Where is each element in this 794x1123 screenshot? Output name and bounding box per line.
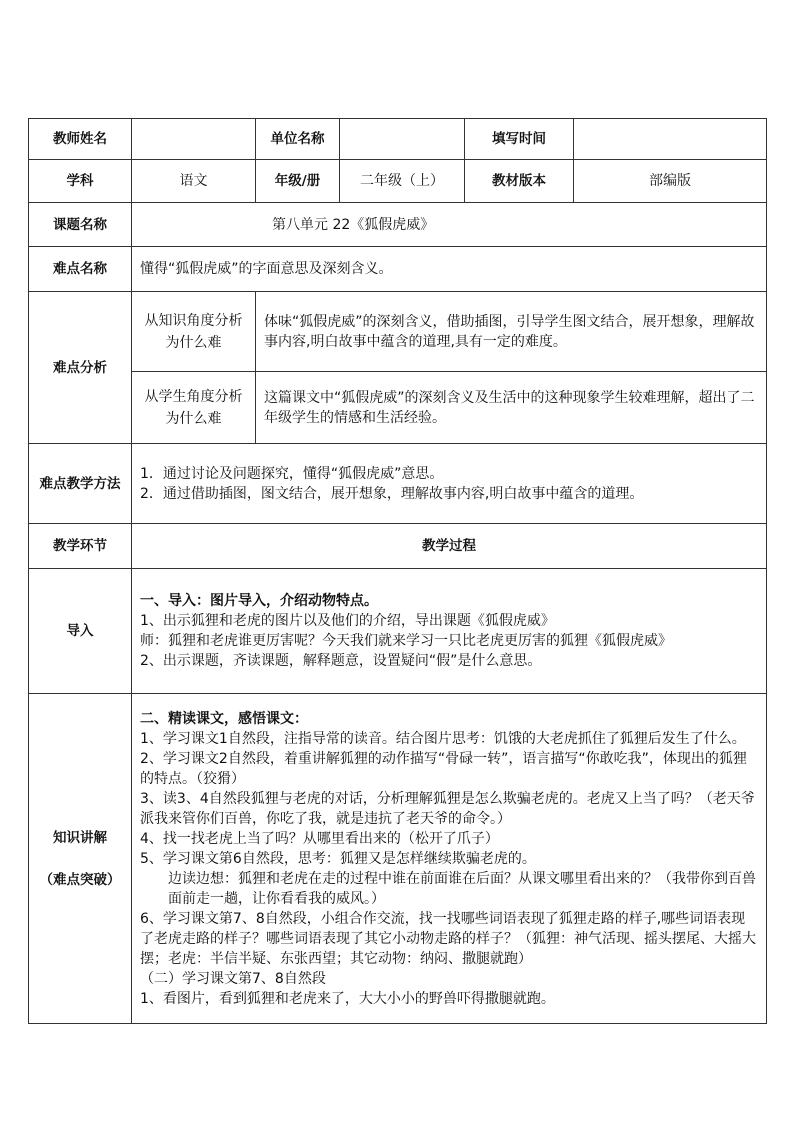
grade-value: 二年级（上） <box>340 160 465 203</box>
grade-label: 年级/册 <box>256 160 340 203</box>
subject-value: 语文 <box>132 160 256 203</box>
knowledge-paragraph: 1、看图片，看到狐狸和老虎来了，大大小小的野兽吓得撒腿就跑。 <box>140 990 555 1007</box>
knowledge-paragraph: 边读边想：狐狸和老虎在走的过程中谁在前面谁在后面？从课文哪里看出来的？（我带你到百兽面前走一趟，让你看看我的威风。） <box>168 870 756 907</box>
knowledge-paragraph: 2、学习课文2自然段，着重讲解狐狸的动作描写“骨碌一转”，语言描写“你敢吃我”，体现出的狐狸的特点。（狡猾） <box>140 750 747 787</box>
process-header-row <box>29 524 767 569</box>
knowledge-angle-label: 从知识角度分析为什么难 <box>132 292 256 372</box>
info-row-2 <box>29 160 767 203</box>
difficulty-value: 懂得“狐假虎威”的字面意思及深刻含义。 <box>132 247 767 292</box>
edition-label: 教材版本 <box>465 160 574 203</box>
topic-row <box>29 203 767 247</box>
intro-row <box>29 569 767 694</box>
intro-label: 导入 <box>29 569 132 694</box>
process-header-left: 教学环节 <box>29 524 132 569</box>
knowledge-row <box>29 694 767 1024</box>
date-value <box>574 119 767 160</box>
knowledge-paragraph: 5、学习课文第6自然段，思考：狐狸又是怎样继续欺骗老虎的。 <box>140 850 536 867</box>
intro-content <box>132 569 767 694</box>
knowledge-content <box>132 694 767 1024</box>
intro-line: 1、出示狐狸和老虎的图片以及他们的介绍，导出课题《狐假虎威》 <box>140 613 555 629</box>
lesson-plan-table <box>28 118 767 1024</box>
knowledge-paragraph: 6、学习课文第7、8自然段，小组合作交流，找一找哪些词语表现了狐狸走路的样子,哪些词语表现了老虎走路的样子？哪些词语表现了其它小动物走路的样子？（狐狸：神气活现、摇头摆尾、大摇大摆；老虎：半信半疑、东张西望；其它动物：纳闷、撒腿就跑） <box>140 910 756 967</box>
method-row <box>29 444 767 524</box>
analysis-row-knowledge <box>29 292 767 372</box>
method-content <box>132 444 767 524</box>
knowledge-paragraph: 4、找一找老虎上当了吗？从哪里看出来的（松开了爪子） <box>140 830 499 847</box>
knowledge-paragraph: （二）学习课文第7、8自然段 <box>140 970 326 987</box>
topic-label: 课题名称 <box>29 203 132 247</box>
knowledge-paragraph: 1、学习课文1自然段，注指导常的读音。结合图片思考：饥饿的大老虎抓住了狐狸后发生了什么。 <box>140 730 746 747</box>
difficulty-label: 难点名称 <box>29 247 132 292</box>
knowledge-label: 知识讲解 <box>53 829 107 846</box>
difficulty-row <box>29 247 767 292</box>
process-header-right: 教学过程 <box>132 524 767 569</box>
knowledge-label-cell <box>29 694 132 1024</box>
subject-label: 学科 <box>29 160 132 203</box>
edition-value: 部编版 <box>574 160 767 203</box>
unit-value <box>340 119 465 160</box>
date-label: 填写时间 <box>465 119 574 160</box>
student-angle-text: 这篇课文中“狐假虎威”的深刻含义及生活中的这种现象学生较难理解，超出了二年级学生的情感和生活经验。 <box>256 372 767 444</box>
teacher-value <box>132 119 256 160</box>
topic-value: 第八单元 22《狐假虎威》 <box>132 203 767 247</box>
method-item: 1．通过讨论及问题探究，懂得“狐假虎威”意思。 <box>140 465 444 482</box>
unit-label: 单位名称 <box>256 119 340 160</box>
analysis-row-student <box>29 372 767 444</box>
student-angle-label: 从学生角度分析为什么难 <box>132 372 256 444</box>
info-row-1 <box>29 119 767 160</box>
teacher-label: 教师姓名 <box>29 119 132 160</box>
knowledge-heading: 二、精读课文，感悟课文： <box>140 710 308 727</box>
intro-line: 2、出示课题，齐读课题，解释题意，设置疑问“假”是什么意思。 <box>140 653 542 669</box>
knowledge-paragraph: 3、读3、4自然段狐狸与老虎的对话，分析理解狐狸是怎么欺骗老虎的。老虎又上当了吗？（老天爷派我来管你们百兽，你吃了我，就是违抗了老天爷的命令。） <box>140 790 755 827</box>
knowledge-angle-text: 体味“狐假虎威”的深刻含义，借助插图，引导学生图文结合，展开想象，理解故事内容,明白故事中蕴含的道理,具有一定的难度。 <box>256 292 767 372</box>
knowledge-label-sub: （难点突破） <box>39 871 121 888</box>
method-label: 难点教学方法 <box>29 444 132 524</box>
intro-heading: 一、导入：图片导入，介绍动物特点。 <box>140 593 378 609</box>
analysis-label: 难点分析 <box>29 292 132 444</box>
intro-line: 师：狐狸和老虎谁更厉害呢？今天我们就来学习一只比老虎更厉害的狐狸《狐假虎威》 <box>140 633 672 649</box>
method-item: 2．通过借助插图，图文结合，展开想象，理解故事内容,明白故事中蕴含的道理。 <box>140 485 644 502</box>
